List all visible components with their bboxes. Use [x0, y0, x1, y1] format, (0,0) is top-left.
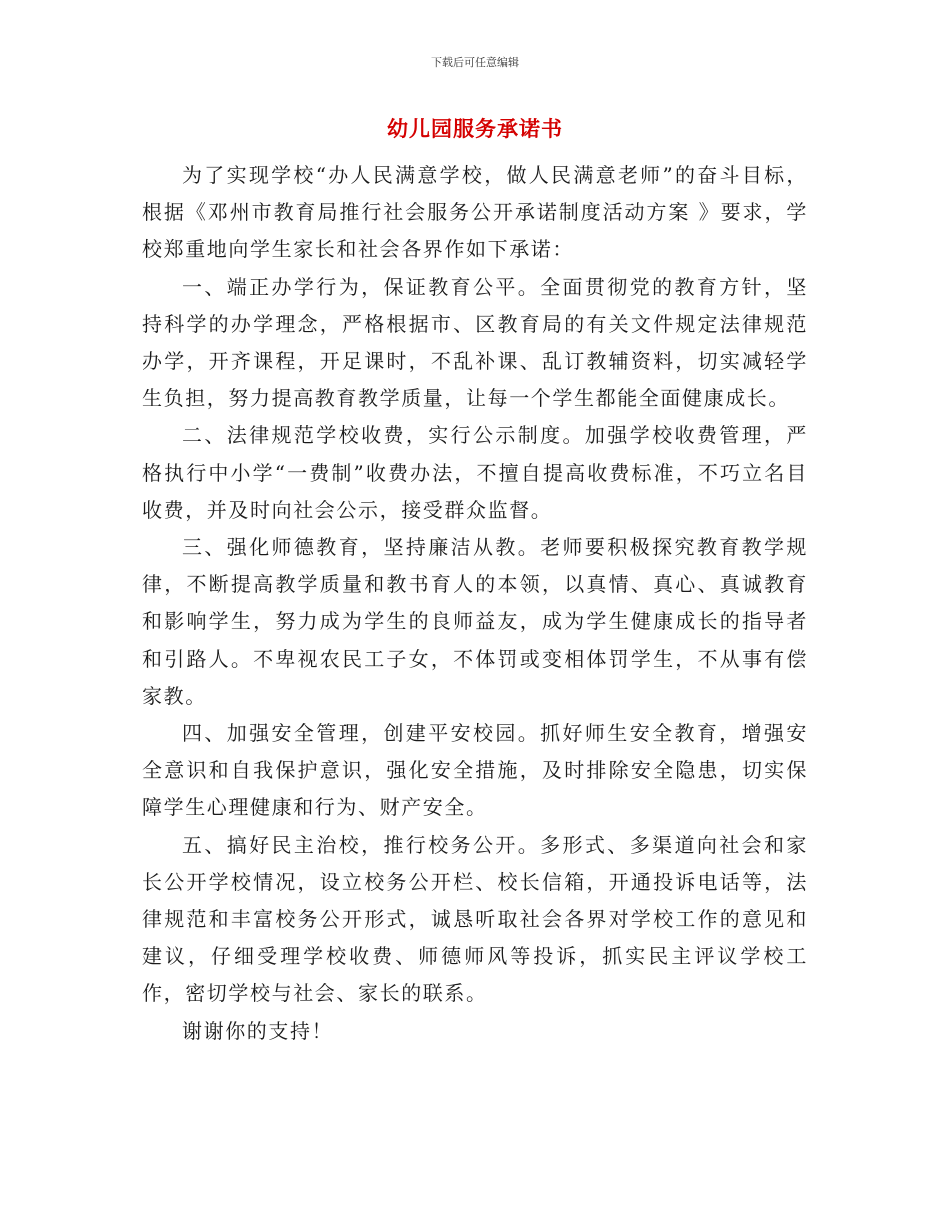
paragraph-intro: 为了实现学校“办人民满意学校，做人民满意老师”的奋斗目标，根据《邓州市教育局推行社会服务公开承诺制度活动方案 》要求，学校郑重地向学生家长和社会各界作如下承诺：: [142, 163, 808, 262]
paragraph-closing: 谢谢你的支持！: [182, 1018, 334, 1043]
paragraph-commitment-1: 一、端正办学行为，保证教育公平。全面贯彻党的教育方针，坚持科学的办学理念，严格根据市、区教育局的有关文件规定法律规范办学，开齐课程，开足课时，不乱补课、乱订教辅资料，切实减轻学生负担，努力提高教育教学质量，让每一个学生都能全面健康成长。: [142, 274, 808, 411]
paragraph-commitment-3: 三、强化师德教育，坚持廉洁从教。老师要积极探究教育教学规律，不断提高教学质量和教书育人的本领，以真情、真心、真诚教育和影响学生，努力成为学生的良师益友，成为学生健康成长的指导者和引路人。不卑视农民工子女，不体罚或变相体罚学生，不从事有偿家教。: [142, 535, 808, 708]
document-body: [142, 157, 808, 1050]
paragraph-commitment-2: 二、法律规范学校收费，实行公示制度。加强学校收费管理，严格执行中小学“一费制”收费办法，不擅自提高收费标准，不巧立名目收费，并及时向社会公示，接受群众监督。: [142, 423, 808, 522]
paragraph-commitment-4: 四、加强安全管理，创建平安校园。抓好师生安全教育，增强安全意识和自我保护意识，强化安全措施，及时排除安全隐患，切实保障学生心理健康和行为、财产安全。: [142, 721, 808, 820]
document-title: 幼儿园服务承诺书: [387, 117, 563, 141]
paragraph-commitment-5: 五、搞好民主治校，推行校务公开。多形式、多渠道向社会和家长公开学校情况，设立校务公开栏、校长信箱，开通投诉电话等，法律规范和丰富校务公开形式，诚恳听取社会各界对学校工作的意见和建议，仔细受理学校收费、师德师风等投诉，抓实民主评议学校工作，密切学校与社会、家长的联系。: [142, 832, 808, 1006]
header-note: 下载后可任意编辑: [431, 56, 519, 69]
